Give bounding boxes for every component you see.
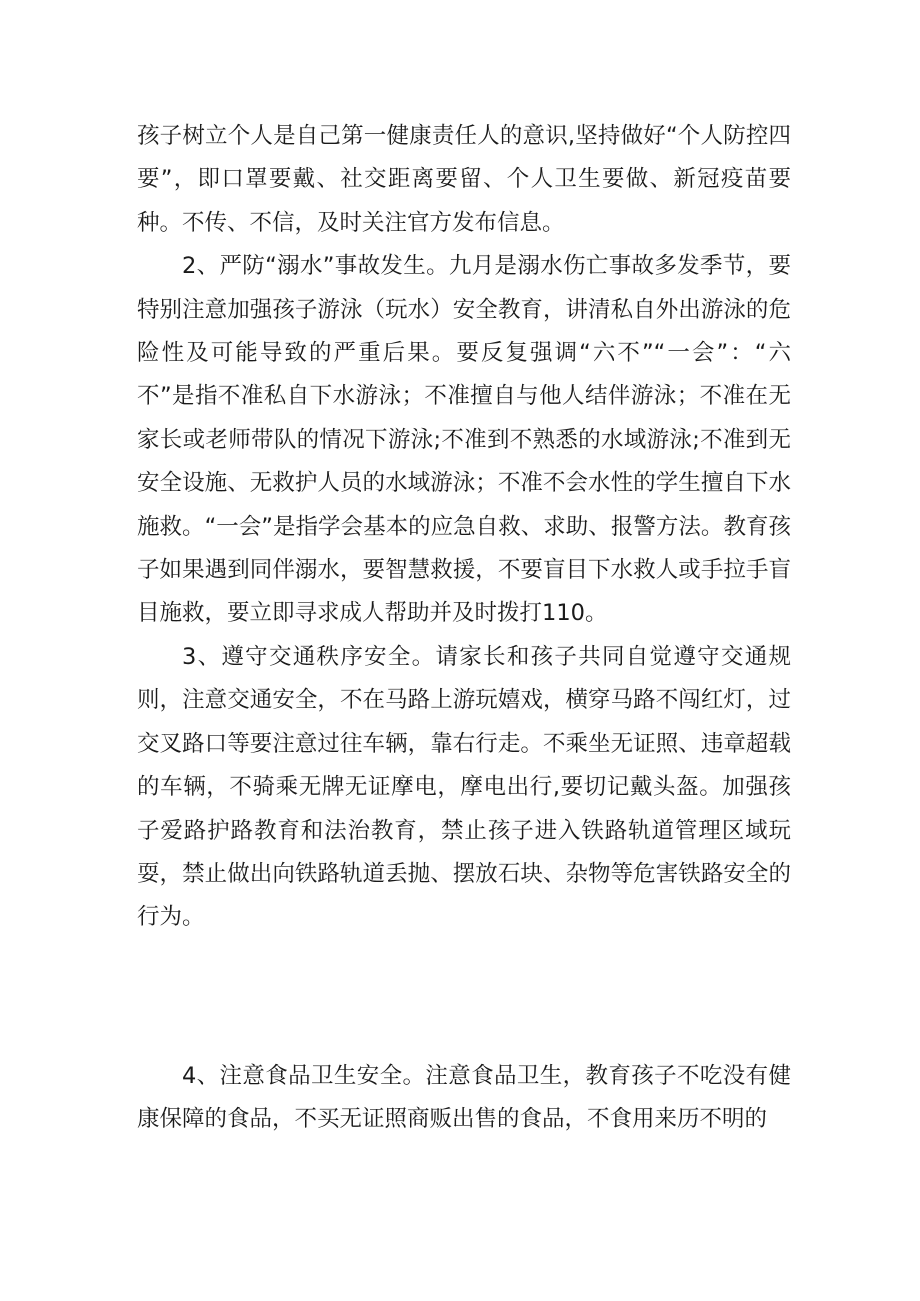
paragraph-drowning-prevention: 2、严防“溺水”事故发生。九月是溺水伤亡事故多发季节，要特别注意加强孩子游泳（玩水）安全教育，讲清私自外出游泳的危险性及可能导致的严重后果。要反复强调“六不”“一会”：“六不”是指不准私自下水游泳；不准擅自与他人结伴游泳；不准在无家长或老师带队的情况下游泳;不准到不熟悉的水域游泳;不准到无安全设施、无救护人员的水域游泳；不准不会水性的学生擅自下水施救。“一会”是指学会基本的应急自救、求助、报警方法。教育孩子如果遇到同伴溺水，要智慧救援，不要盲目下水救人或手拉手盲目施救，要立即寻求成人帮助并及时拨打110。 [137, 253, 791, 627]
document-body-continued [137, 1055, 791, 1142]
paragraph-traffic-safety: 3、遵守交通秩序安全。请家长和孩子共同自觉遵守交通规则，注意交通安全，不在马路上游玩嬉戏，横穿马路不闯红灯，过交叉路口等要注意过往车辆，靠右行走。不乘坐无证照、违章超载的车辆，不骑乘无牌无证摩电，摩电出行,要切记戴头盔。加强孩子爱路护路教育和法治教育，禁止孩子进入铁路轨道管理区域玩耍，禁止做出向铁路轨道丢抛、摆放石块、杂物等危害铁路安全的行为。 [137, 643, 791, 931]
paragraph-covid-continuation: 孩子树立个人是自己第一健康责任人的意识,坚持做好“个人防控四要”，即口罩要戴、社交距离要留、个人卫生要做、新冠疫苗要种。不传、不信，及时关注官方发布信息。 [137, 123, 791, 236]
paragraph-food-safety: 4、注意食品卫生安全。注意食品卫生，教育孩子不吃没有健康保障的食品，不买无证照商贩出售的食品，不食用来历不明的 [137, 1063, 791, 1133]
document-body [137, 115, 791, 940]
